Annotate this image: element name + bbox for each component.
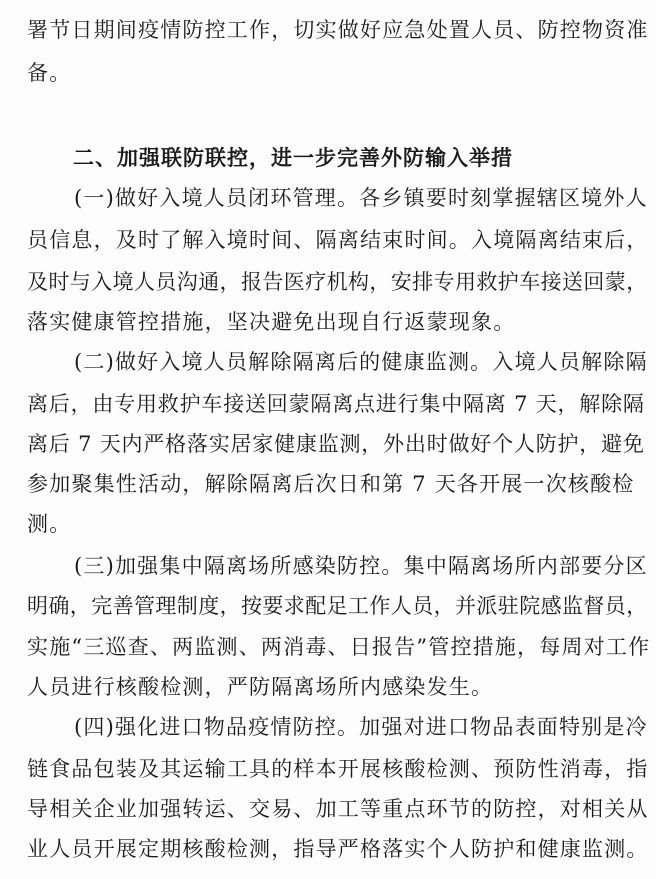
paragraph-line: (四)强化进口物品疫情防控。加强对进口物品表面特别是冷 xyxy=(74,715,648,739)
paragraph-line: 人员进行核酸检测，严防隔离场所内感染发生。 xyxy=(27,675,494,699)
text-line: 备。 xyxy=(27,61,72,85)
paragraph-line: 业人员开展定期核酸检测，指导严格落实个人防护和健康监测。 xyxy=(27,837,649,861)
paragraph-line: (三)加强集中隔离场所感染防控。集中隔离场所内部要分区 xyxy=(74,554,648,578)
text-line: 署节日期间疫情防控工作，切实做好应急处置人员、防控物资准 xyxy=(27,18,649,42)
paragraph-line: 实施“三巡查、两监测、两消毒、日报告”管控措施，每周对工作 xyxy=(27,635,651,659)
section-heading: 二、加强联防联控，进一步完善外防输入举措 xyxy=(73,146,513,170)
paragraph-line: 离后 7 天内严格落实居家健康监测，外出时做好个人防护，避免 xyxy=(27,432,645,456)
paragraph-line: (一)做好入境人员闭环管理。各乡镇要时刻掌握辖区境外人 xyxy=(74,186,648,210)
paragraph-line: 导相关企业加强转运、交易、加工等重点环节的防控，对相关从 xyxy=(27,797,649,821)
paragraph-line: 参加聚集性活动，解除隔离后次日和第 7 天各开展一次核酸检 xyxy=(27,472,635,496)
paragraph-line: 明确，完善管理制度，按要求配足工作人员，并派驻院感监督员， xyxy=(27,594,648,618)
paragraph-line: 员信息，及时了解入境时间、隔离结束时间。入境隔离结束后， xyxy=(27,228,649,252)
paragraph-line: 落实健康管控措施，坚决避免出现自行返蒙现象。 xyxy=(27,310,516,334)
paragraph-line: 及时与入境人员沟通，报告医疗机构，安排专用救护车接送回蒙， xyxy=(27,270,648,294)
paragraph-line: (二)做好入境人员解除隔离后的健康监测。入境人员解除隔 xyxy=(74,350,648,374)
paragraph-line: 测。 xyxy=(27,512,72,536)
paragraph-line: 链食品包装及其运输工具的样本开展核酸检测、预防性消毒，指 xyxy=(27,757,649,781)
paragraph-line: 离后，由专用救护车接送回蒙隔离点进行集中隔离 7 天，解除隔 xyxy=(27,392,645,416)
